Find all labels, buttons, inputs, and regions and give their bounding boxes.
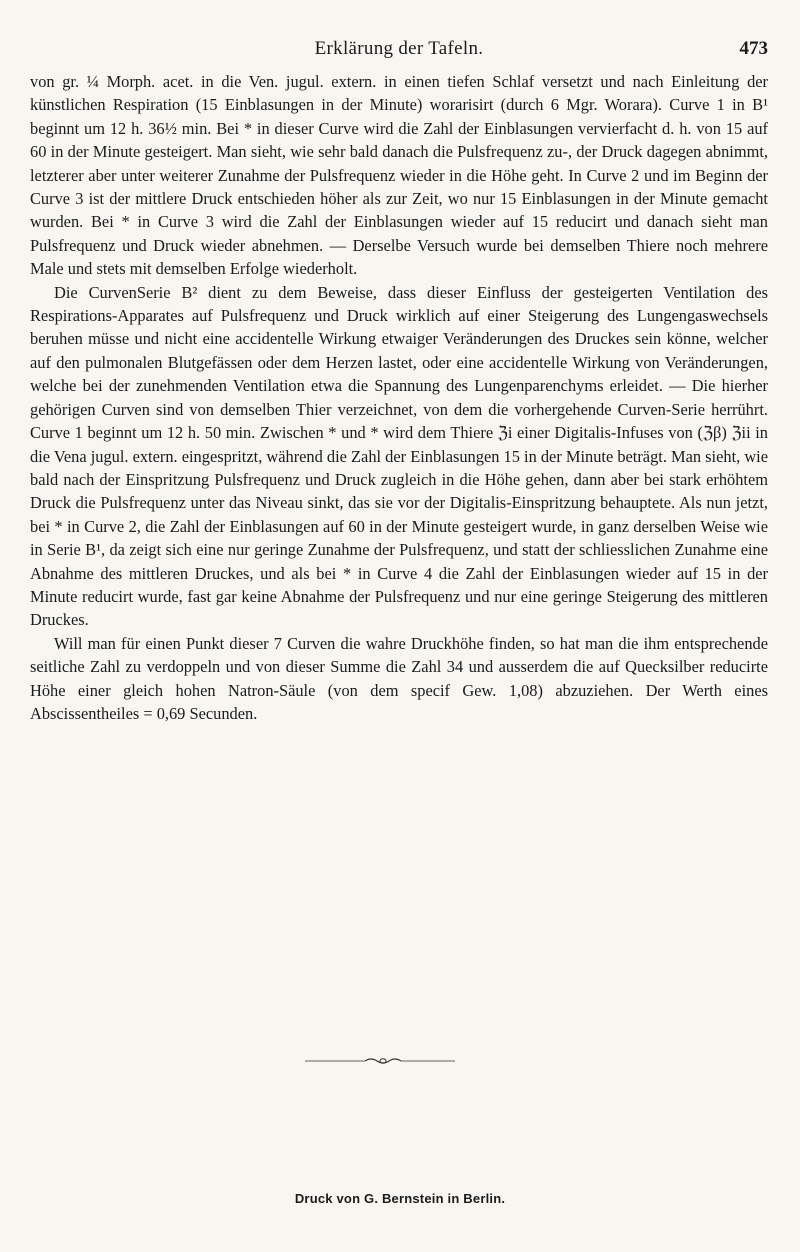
- page-number: 473: [739, 38, 768, 59]
- printer-imprint: Druck von G. Bernstein in Berlin.: [294, 1191, 506, 1206]
- ornamental-divider: [305, 1057, 455, 1065]
- running-title: Erklärung der Tafeln.: [314, 38, 484, 59]
- paragraph: Will man für einen Punkt dieser 7 Curven die wahre Druckhöhe finden, so hat man die ihm entsprechende seitliche Zahl zu verdoppeln und von dieser Summe die Zahl 34 und ausserdem die auf Quecksilber reducirte Höhe einer gleich hohen Natron-Säule (von dem specif Gew. 1,08) abzuziehen. Der Werth eines Abscissentheiles = 0,69 Secunden.: [30, 633, 768, 723]
- page-header: [30, 38, 768, 68]
- paragraph: Die CurvenSerie B² dient zu dem Beweise, dass dieser Einfluss der gesteigerten Ventilation des Respirations-Apparates auf Pulsfrequenz und Druck wirklich auf einer Steigerung des Lungengaswechsels beruhen müsse und nicht eine accidentelle Wirkung etwaiger Veränderungen des Druckes sein könne, welcher auf den pulmonalen Blutgefässen oder dem Herzen lastet, oder eine accidentelle Wirkung von Veränderungen, welche bei der zunehmenden Ventilation etwa die Spannung des Lungenparenchyms erleidet. — Die hierher gehörigen Curven sind von demselben Thier verzeichnet, von dem die vorhergehende Curven-Serie herrührt. Curve 1 beginnt um 12 h. 50 min. Zwischen * und * wird dem Thiere ℨi einer Digitalis-Infuses von (ℨβ) ℨii in die Vena jugul. extern. eingespritzt, während die Zahl der Einblasungen 15 in der Minute beträgt. Man sieht, wie bald nach der Einspritzung Pulsfrequenz und Druck zugleich in die Höhe gehen, dann aber bei stark erhöhtem Druck die Pulsfrequenz unter das Niveau sinkt, das sie vor der Digitalis-Einspritzung behauptete. Als nun jetzt, bei * in Curve 2, die Zahl der Einblasungen auf 60 in der Minute gesteigert wurde, in ganz derselben Weise wie in Serie B¹, da zeigt sich eine nur geringe Zunahme der Pulsfrequenz, und statt der schliesslichen Zunahme eine Abnahme des mittleren Druckes, und als bei * in Curve 4 die Zahl der Einblasungen wieder auf 15 in der Minute reducirt wurde, fast gar keine Abnahme der Pulsfrequenz und nur eine geringe Steigerung des mittleren Druckes.: [30, 282, 768, 630]
- paragraph: von gr. ¼ Morph. acet. in die Ven. jugul. extern. in einen tiefen Schlaf versetzt und nach Einleitung der künstlichen Respiration (15 Einblasungen in der Minute) worarisirt (durch 6 Mgr. Worara). Curve 1 in B¹ beginnt um 12 h. 36½ min. Bei * in dieser Curve wird die Zahl der Einblasungen vervierfacht d. h. von 15 auf 60 in der Minute gesteigert. Man sieht, wie sehr bald danach die Pulsfrequenz zu-, der Druck dagegen abnimmt, letzterer aber unter weiterer Zunahme der Pulsfrequenz wieder in die Höhe geht. In Curve 2 und im Beginn der Curve 3 ist der mittlere Druck entschieden höher als zur Zeit, wo nur 15 Einblasungen in der Minute gemacht wurden. Bei * in Curve 3 wird die Zahl der Einblasungen wieder auf 15 reducirt und danach sieht man Pulsfrequenz und Druck wieder abnehmen. — Derselbe Versuch wurde bei demselben Thiere noch mehrere Male und stets mit demselben Erfolge wiederholt.: [30, 72, 768, 279]
- page: [30, 38, 768, 725]
- body-text: [30, 70, 768, 725]
